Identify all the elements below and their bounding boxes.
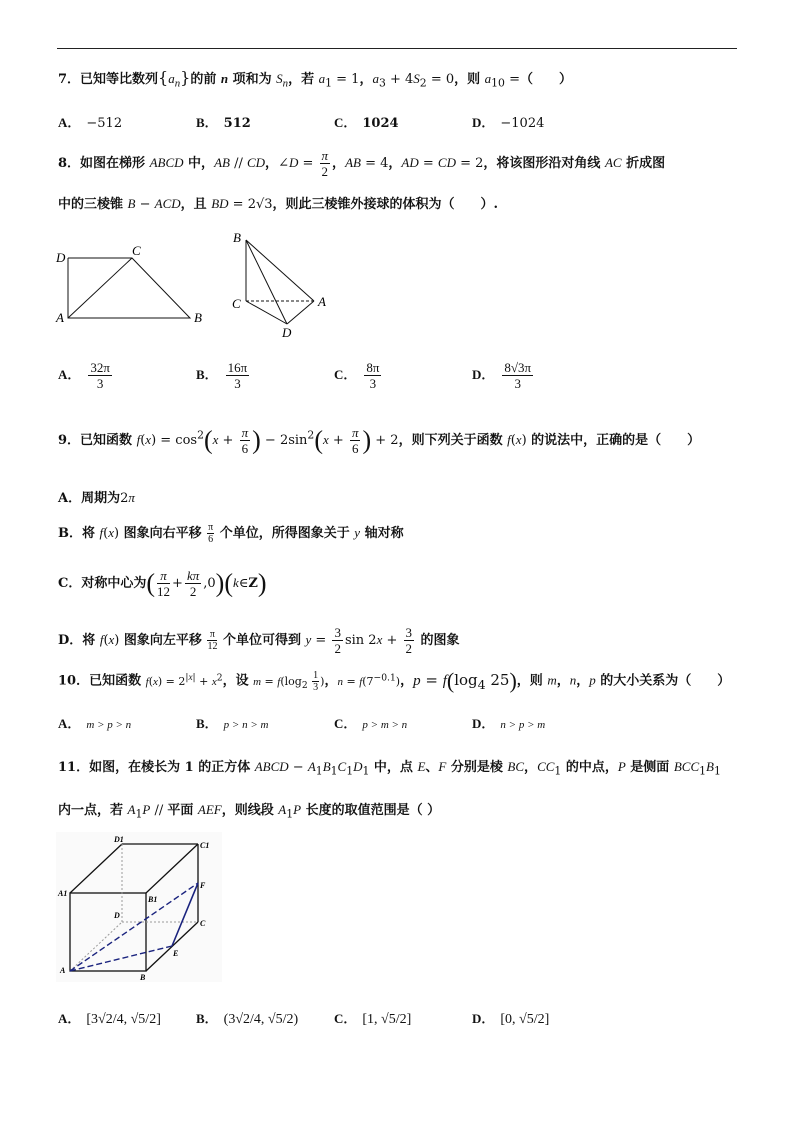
q10-option-a: A． m > p > n bbox=[58, 716, 132, 731]
q8-stem-line2: 中的三棱锥 B − ACD，且 BD = 2√3，则此三棱锥外接球的体积为（ ）. bbox=[58, 196, 499, 212]
q8-option-a: A． $\frac{32\pi}{3}$ bbox=[58, 360, 110, 391]
q11-option-a: A． [3√2/4, √5/2] bbox=[58, 1011, 161, 1027]
label-c: C bbox=[200, 919, 206, 928]
q11-stem-line1: 11．如图，在棱长为 1 的正方体 ABCD − $A_1B_1C_1D_1$ 中，点 E、F 分别是棱 BC，$CC_1$ 的中点，P 是侧面 $BCC_1B_1$ bbox=[58, 759, 721, 778]
label-b: B bbox=[194, 310, 202, 325]
q10-option-b: B． p > n > m bbox=[196, 716, 269, 731]
q11-stem-line2: 内一点，若 $A_1P$ // 平面 AEF，则线段 $A_1P$ 长度的取值范围是（ ） bbox=[58, 802, 441, 821]
label-e: E bbox=[173, 949, 179, 958]
q11-option-c: C． [1, √5/2] bbox=[334, 1011, 412, 1027]
q10-option-d: D． n > p > m bbox=[472, 716, 546, 731]
label-a: A bbox=[318, 294, 326, 309]
label-a: A bbox=[60, 966, 66, 975]
label-b1: B1 bbox=[148, 895, 158, 904]
label-d: D bbox=[114, 911, 120, 920]
q7-stem: 7．已知等比数列$\{a_n\}$的前 n 项和为 $S_n$，若 $a_1 = 1$，$a_3 + 4S_2 = 0$，则 $a_{10}$ =（ ） bbox=[58, 68, 572, 90]
q11-option-b: B． (3√2/4, √5/2) bbox=[196, 1011, 299, 1027]
label-a1: A1 bbox=[58, 889, 68, 898]
label-c1: C1 bbox=[200, 841, 210, 850]
q9-option-c: C．对称中心为( $\frac{\pi}{12}$ + $\frac{k\pi}{2}$ ,0)(k∈Z) bbox=[58, 568, 267, 599]
q10-option-c: C． p > m > n bbox=[334, 716, 408, 731]
q11-option-d: D． [0, √5/2] bbox=[472, 1011, 550, 1027]
label-d: D bbox=[56, 250, 66, 265]
q8-option-c: C． $\frac{8\pi}{3}$ bbox=[334, 360, 380, 391]
q9-stem: 9．已知函数 $f(x) = \cos^2(x$ + $\frac{\pi}{6}$ ) − $2\sin^2(x$ + $\frac{\pi}{6}$ ) + 2，则下列关于函数 f(x) 的说法中，正确的是（ ） bbox=[58, 425, 701, 456]
header-rule bbox=[57, 48, 737, 49]
q7-option-d: D． −1024 bbox=[472, 115, 545, 131]
label-c: C bbox=[132, 243, 141, 258]
q7-option-a: A． −512 bbox=[58, 115, 123, 131]
label-f: F bbox=[200, 881, 206, 890]
q8-pyramid-figure bbox=[226, 228, 341, 343]
q10-stem: 10．已知函数 $f(x) = 2^{|x|} + x^2$，设 $m = f(\log_2$ $\frac{1}{3}$ )，$n = f(7^{-0.1})$，$p = f(\log_4$ 25)，则 m，n，p 的大小关系为（ ） bbox=[58, 668, 731, 693]
q9-option-a: A．周期为2π bbox=[58, 490, 135, 506]
q7-option-c: C． 1024 bbox=[334, 115, 399, 131]
label-d: D bbox=[282, 325, 292, 340]
q9-option-d: D．将 f(x) 图象向左平移 $\frac{\pi}{12}$ 个单位可得到 y = $\frac{3}{2}$ sin 2x + $\frac{3}{2}$ 的图象 bbox=[58, 625, 460, 656]
q9-option-b: B．将 f(x) 图象向右平移 $\frac{\pi}{6}$ 个单位，所得图象关于 y 轴对称 bbox=[58, 522, 404, 545]
q8-option-d: D． $\frac{8√3\pi}{3}$ bbox=[472, 360, 532, 391]
label-d1: D1 bbox=[114, 835, 124, 844]
q7-option-b: B． 512 bbox=[196, 115, 251, 131]
label-b: B bbox=[233, 230, 241, 245]
q8-trapezoid-figure bbox=[52, 240, 212, 332]
label-a: A bbox=[56, 310, 64, 325]
q8-stem-line1: 8．如图在梯形 ABCD 中，AB // CD，∠D = $\frac{\pi}{2}$ ，AB = 4，AD = CD = 2，将该图形沿对角线 AC 折成图 bbox=[58, 148, 666, 179]
q8-option-b: B． $\frac{16\pi}{3}$ bbox=[196, 360, 248, 391]
label-b: B bbox=[140, 973, 146, 982]
q11-cube-figure bbox=[56, 832, 222, 982]
label-c: C bbox=[232, 296, 241, 311]
